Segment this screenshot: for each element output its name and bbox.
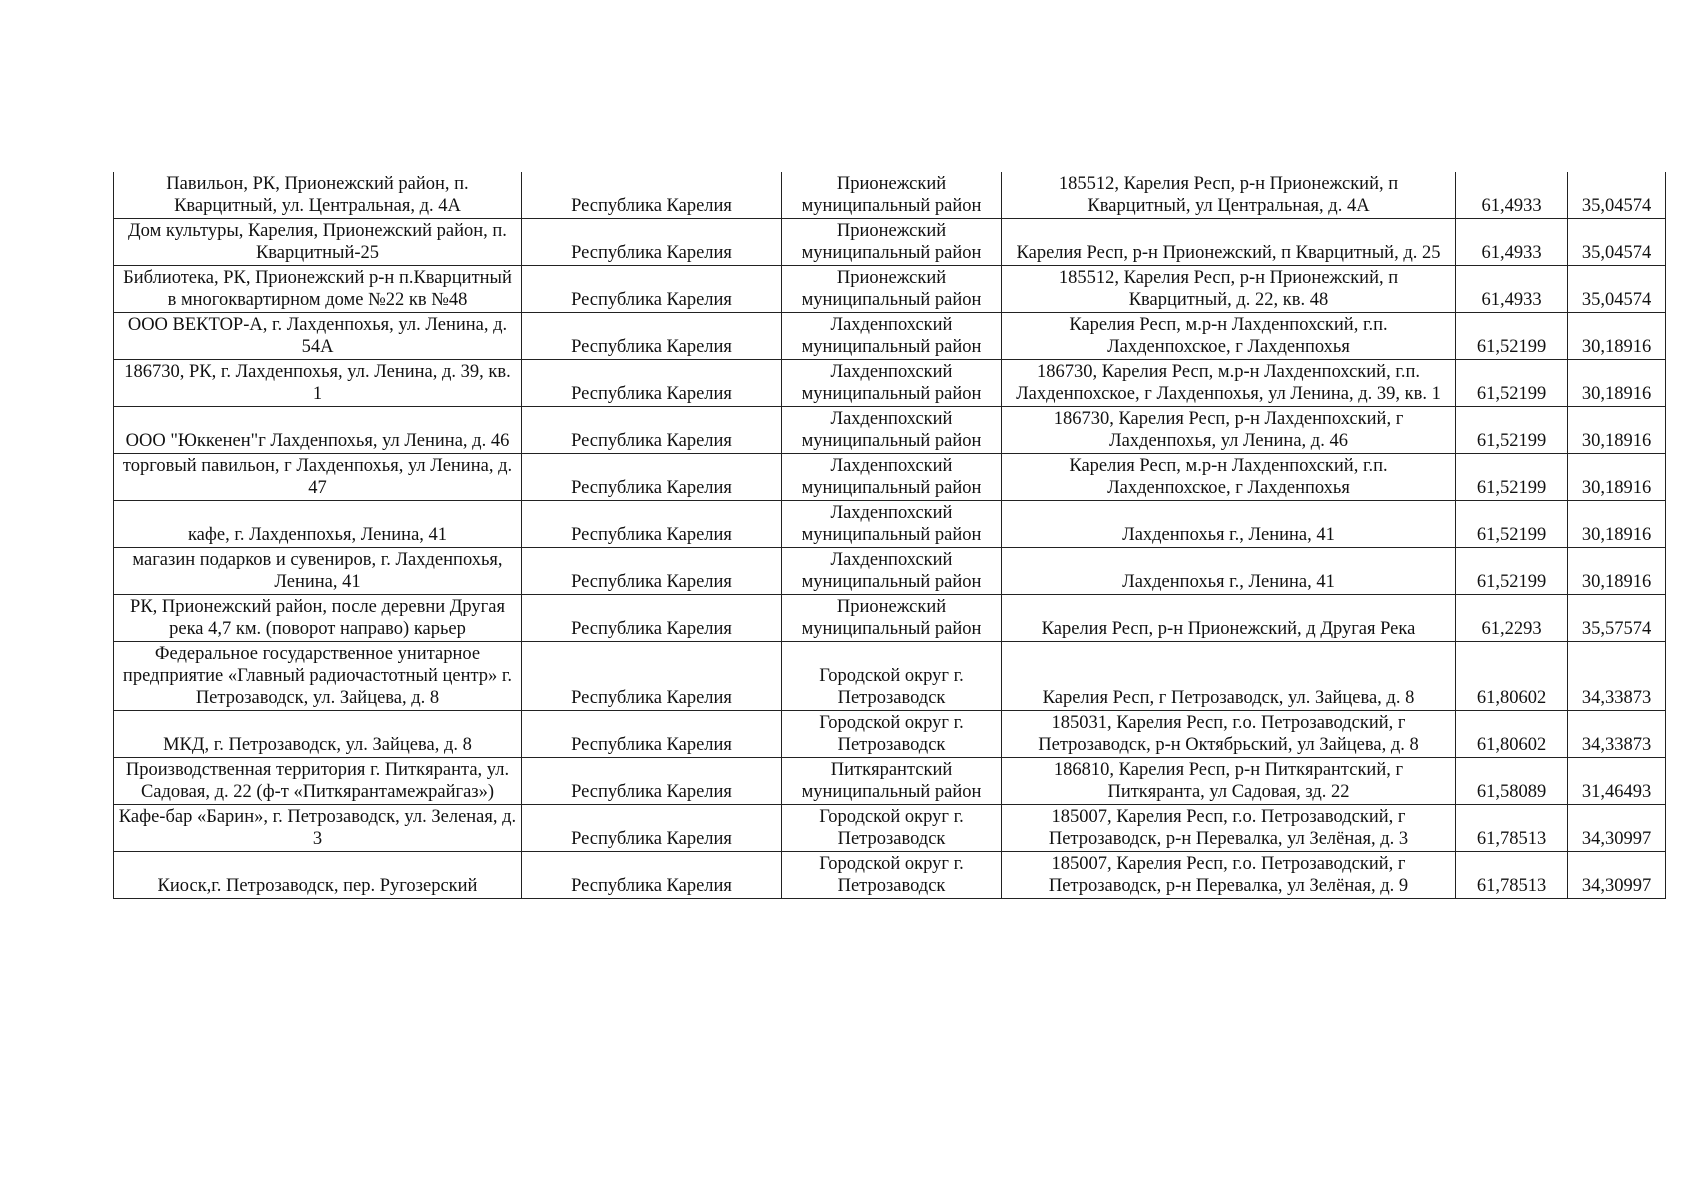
longitude-cell: 30,18916 xyxy=(1568,501,1666,548)
table-row xyxy=(114,758,1666,805)
longitude-cell: 30,18916 xyxy=(1568,360,1666,407)
object-name-cell: ООО "Юккенен"г Лахденпохья, ул Ленина, д. 46 xyxy=(114,407,522,454)
district-cell: Лахденпохский муниципальный район xyxy=(782,407,1002,454)
object-name-cell: РК, Прионежский район, после деревни Другая река 4,7 км. (поворот направо) карьер xyxy=(114,595,522,642)
district-cell: Прионежский муниципальный район xyxy=(782,595,1002,642)
latitude-cell: 61,52199 xyxy=(1456,407,1568,454)
region-cell: Республика Карелия xyxy=(522,852,782,899)
table-row xyxy=(114,642,1666,711)
latitude-cell: 61,4933 xyxy=(1456,219,1568,266)
longitude-cell: 31,46493 xyxy=(1568,758,1666,805)
table-row xyxy=(114,172,1666,219)
table-row xyxy=(114,360,1666,407)
table-row xyxy=(114,454,1666,501)
longitude-cell: 35,04574 xyxy=(1568,266,1666,313)
district-cell: Лахденпохский муниципальный район xyxy=(782,360,1002,407)
table-row xyxy=(114,501,1666,548)
address-cell: 185031, Карелия Респ, г.о. Петрозаводский, г Петрозаводск, р-н Октябрьский, ул Зайцева, д. 8 xyxy=(1002,711,1456,758)
object-name-cell: кафе, г. Лахденпохья, Ленина, 41 xyxy=(114,501,522,548)
object-name-cell: Дом культуры, Карелия, Прионежский район, п. Кварцитный-25 xyxy=(114,219,522,266)
district-cell: Лахденпохский муниципальный район xyxy=(782,501,1002,548)
latitude-cell: 61,52199 xyxy=(1456,313,1568,360)
objects-table xyxy=(113,172,1666,899)
table-row xyxy=(114,313,1666,360)
latitude-cell: 61,80602 xyxy=(1456,642,1568,711)
region-cell: Республика Карелия xyxy=(522,501,782,548)
district-cell: Прионежский муниципальный район xyxy=(782,219,1002,266)
longitude-cell: 30,18916 xyxy=(1568,313,1666,360)
region-cell: Республика Карелия xyxy=(522,219,782,266)
region-cell: Республика Карелия xyxy=(522,805,782,852)
district-cell: Городской округ г. Петрозаводск xyxy=(782,642,1002,711)
address-cell: 185007, Карелия Респ, г.о. Петрозаводский, г Петрозаводск, р-н Перевалка, ул Зелёная, д. 3 xyxy=(1002,805,1456,852)
region-cell: Республика Карелия xyxy=(522,758,782,805)
table-row xyxy=(114,219,1666,266)
longitude-cell: 35,57574 xyxy=(1568,595,1666,642)
district-cell: Городской округ г. Петрозаводск xyxy=(782,711,1002,758)
object-name-cell: Киоск,г. Петрозаводск, пер. Ругозерский xyxy=(114,852,522,899)
objects-table-body xyxy=(114,172,1666,899)
object-name-cell: Производственная территория г. Питкяранта, ул. Садовая, д. 22 (ф-т «Питкярантамежрайгаз») xyxy=(114,758,522,805)
address-cell: 185512, Карелия Респ, р-н Прионежский, п Кварцитный, ул Центральная, д. 4А xyxy=(1002,172,1456,219)
longitude-cell: 35,04574 xyxy=(1568,219,1666,266)
longitude-cell: 34,30997 xyxy=(1568,852,1666,899)
address-cell: 186810, Карелия Респ, р-н Питкярантский, г Питкяранта, ул Садовая, зд. 22 xyxy=(1002,758,1456,805)
latitude-cell: 61,52199 xyxy=(1456,548,1568,595)
district-cell: Городской округ г. Петрозаводск xyxy=(782,805,1002,852)
longitude-cell: 30,18916 xyxy=(1568,407,1666,454)
object-name-cell: ООО ВЕКТОР-А, г. Лахденпохья, ул. Ленина, д. 54А xyxy=(114,313,522,360)
latitude-cell: 61,80602 xyxy=(1456,711,1568,758)
latitude-cell: 61,2293 xyxy=(1456,595,1568,642)
latitude-cell: 61,52199 xyxy=(1456,501,1568,548)
address-cell: Лахденпохья г., Ленина, 41 xyxy=(1002,548,1456,595)
longitude-cell: 30,18916 xyxy=(1568,548,1666,595)
address-cell: Карелия Респ, м.р-н Лахденпохский, г.п. Лахденпохское, г Лахденпохья xyxy=(1002,313,1456,360)
address-cell: 186730, Карелия Респ, р-н Лахденпохский, г Лахденпохья, ул Ленина, д. 46 xyxy=(1002,407,1456,454)
table-row xyxy=(114,407,1666,454)
latitude-cell: 61,52199 xyxy=(1456,454,1568,501)
longitude-cell: 35,04574 xyxy=(1568,172,1666,219)
latitude-cell: 61,4933 xyxy=(1456,172,1568,219)
table-row xyxy=(114,595,1666,642)
district-cell: Городской округ г. Петрозаводск xyxy=(782,852,1002,899)
latitude-cell: 61,58089 xyxy=(1456,758,1568,805)
region-cell: Республика Карелия xyxy=(522,313,782,360)
object-name-cell: Кафе-бар «Барин», г. Петрозаводск, ул. Зеленая, д. 3 xyxy=(114,805,522,852)
table-row xyxy=(114,548,1666,595)
region-cell: Республика Карелия xyxy=(522,407,782,454)
longitude-cell: 34,30997 xyxy=(1568,805,1666,852)
region-cell: Республика Карелия xyxy=(522,548,782,595)
latitude-cell: 61,52199 xyxy=(1456,360,1568,407)
table-row xyxy=(114,852,1666,899)
region-cell: Республика Карелия xyxy=(522,454,782,501)
address-cell: 185512, Карелия Респ, р-н Прионежский, п Кварцитный, д. 22, кв. 48 xyxy=(1002,266,1456,313)
district-cell: Лахденпохский муниципальный район xyxy=(782,454,1002,501)
district-cell: Питкярантский муниципальный район xyxy=(782,758,1002,805)
district-cell: Прионежский муниципальный район xyxy=(782,266,1002,313)
longitude-cell: 34,33873 xyxy=(1568,642,1666,711)
address-cell: Карелия Респ, г Петрозаводск, ул. Зайцева, д. 8 xyxy=(1002,642,1456,711)
address-cell: Карелия Респ, р-н Прионежский, п Кварцитный, д. 25 xyxy=(1002,219,1456,266)
latitude-cell: 61,78513 xyxy=(1456,805,1568,852)
object-name-cell: МКД, г. Петрозаводск, ул. Зайцева, д. 8 xyxy=(114,711,522,758)
address-cell: 186730, Карелия Респ, м.р-н Лахденпохский, г.п. Лахденпохское, г Лахденпохья, ул Ленина, д. 39, кв. 1 xyxy=(1002,360,1456,407)
region-cell: Республика Карелия xyxy=(522,595,782,642)
district-cell: Прионежский муниципальный район xyxy=(782,172,1002,219)
longitude-cell: 30,18916 xyxy=(1568,454,1666,501)
region-cell: Республика Карелия xyxy=(522,266,782,313)
latitude-cell: 61,4933 xyxy=(1456,266,1568,313)
object-name-cell: Федеральное государственное унитарное предприятие «Главный радиочастотный центр» г. Петрозаводск, ул. Зайцева, д. 8 xyxy=(114,642,522,711)
region-cell: Республика Карелия xyxy=(522,642,782,711)
table-row xyxy=(114,805,1666,852)
district-cell: Лахденпохский муниципальный район xyxy=(782,313,1002,360)
object-name-cell: Павильон, РК, Прионежский район, п. Кварцитный, ул. Центральная, д. 4А xyxy=(114,172,522,219)
object-name-cell: торговый павильон, г Лахденпохья, ул Ленина, д. 47 xyxy=(114,454,522,501)
object-name-cell: 186730, РК, г. Лахденпохья, ул. Ленина, д. 39, кв. 1 xyxy=(114,360,522,407)
longitude-cell: 34,33873 xyxy=(1568,711,1666,758)
region-cell: Республика Карелия xyxy=(522,711,782,758)
object-name-cell: Библиотека, РК, Прионежский р-н п.Кварцитный в многоквартирном доме №22 кв №48 xyxy=(114,266,522,313)
address-cell: Карелия Респ, м.р-н Лахденпохский, г.п. Лахденпохское, г Лахденпохья xyxy=(1002,454,1456,501)
region-cell: Республика Карелия xyxy=(522,172,782,219)
latitude-cell: 61,78513 xyxy=(1456,852,1568,899)
district-cell: Лахденпохский муниципальный район xyxy=(782,548,1002,595)
table-row xyxy=(114,266,1666,313)
address-cell: 185007, Карелия Респ, г.о. Петрозаводский, г Петрозаводск, р-н Перевалка, ул Зелёная, д. 9 xyxy=(1002,852,1456,899)
table-row xyxy=(114,711,1666,758)
region-cell: Республика Карелия xyxy=(522,360,782,407)
address-cell: Карелия Респ, р-н Прионежский, д Другая Река xyxy=(1002,595,1456,642)
object-name-cell: магазин подарков и сувениров, г. Лахденпохья, Ленина, 41 xyxy=(114,548,522,595)
address-cell: Лахденпохья г., Ленина, 41 xyxy=(1002,501,1456,548)
